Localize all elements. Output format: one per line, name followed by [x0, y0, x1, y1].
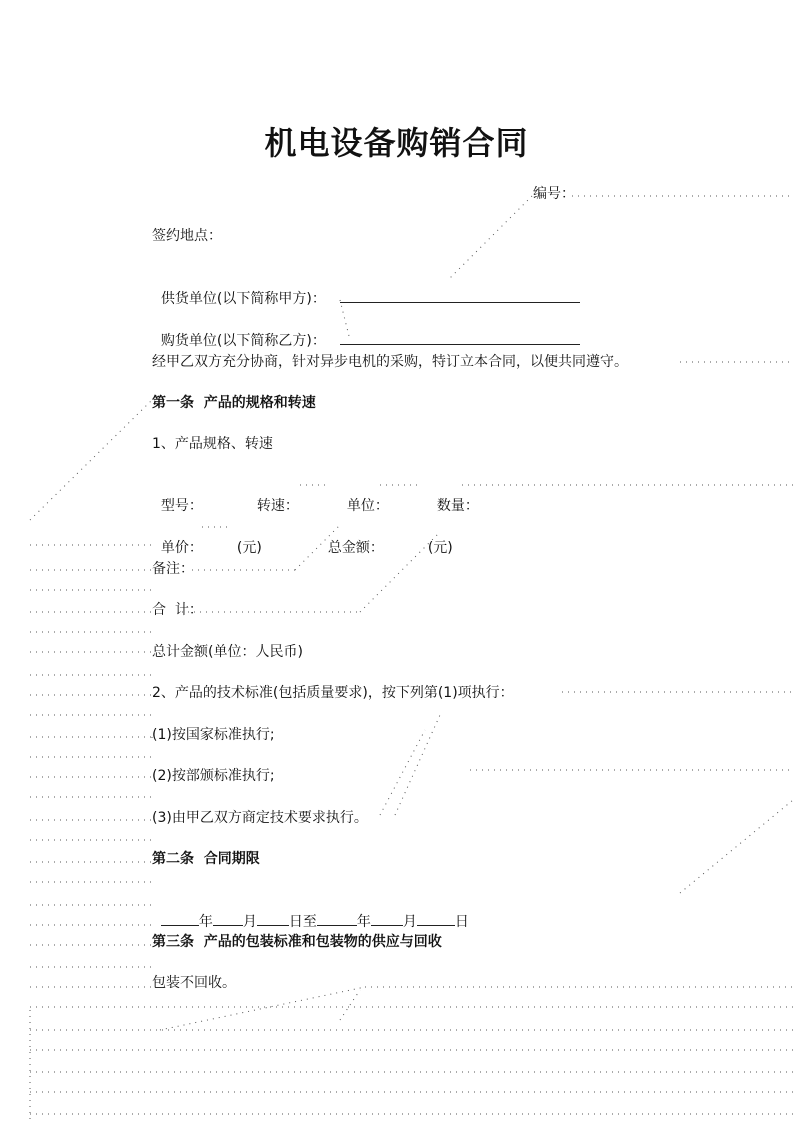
unit-price-label: 单价：	[160, 540, 203, 556]
end-year-blank	[317, 911, 357, 926]
contract-number-label: 编号：	[533, 186, 575, 202]
end-day-label: 日	[454, 914, 469, 930]
contract-period-row	[152, 891, 469, 932]
end-month-blank	[371, 911, 403, 926]
sum-label: 合 计：	[152, 602, 203, 618]
spec-row	[152, 476, 479, 516]
packaging-text: 包装不回收。	[152, 975, 236, 991]
item2-text: 2、产品的技术标准(包括质量要求)，按下列第(1)项执行：	[152, 685, 514, 701]
remark-label: 备注：	[152, 561, 194, 577]
start-year-blank	[161, 911, 199, 926]
buyer-line	[152, 310, 580, 351]
standard-option-2: (2)按部颁标准执行;	[152, 768, 275, 784]
contract-title: 机电设备购销合同	[264, 124, 529, 162]
intro-paragraph: 经甲乙双方充分协商，针对异步电机的采购，特订立本合同，以便共同遵守。	[152, 354, 628, 370]
supplier-blank	[340, 288, 580, 303]
total-amount-label: 总金额：	[327, 540, 384, 556]
model-label: 型号：	[160, 498, 203, 514]
total-amount-yuan: (元)	[427, 540, 453, 556]
standard-option-1: (1)按国家标准执行;	[152, 727, 275, 743]
buyer-label: 购货单位(以下简称乙方)：	[160, 333, 326, 349]
total-rmb-label: 总计金额(单位：人民币)	[152, 644, 303, 660]
article3-heading: 第三条 产品的包装标准和包装物的供应与回收	[152, 934, 442, 950]
sign-place-label: 签约地点：	[152, 228, 222, 244]
start-day-blank	[257, 911, 289, 926]
supplier-line	[152, 268, 580, 309]
supplier-label: 供货单位(以下简称甲方)：	[160, 291, 326, 307]
start-month-blank	[213, 911, 243, 926]
start-year-label: 年	[198, 914, 213, 930]
article1-heading: 第一条 产品的规格和转速	[152, 395, 316, 411]
unit-label: 单位：	[346, 498, 389, 514]
standard-option-3: (3)由甲乙双方商定技术要求执行。	[152, 810, 368, 826]
article2-heading: 第二条 合同期限	[152, 851, 260, 867]
start-day-to-label: 日至	[288, 914, 317, 930]
buyer-blank	[340, 330, 580, 345]
speed-label: 转速：	[256, 498, 299, 514]
end-month-label: 月	[402, 914, 417, 930]
end-year-label: 年	[356, 914, 371, 930]
item1-text: 1、产品规格、转速	[152, 436, 273, 452]
price-row	[152, 518, 453, 558]
start-month-label: 月	[242, 914, 257, 930]
unit-price-yuan: (元)	[236, 540, 262, 556]
quantity-label: 数量：	[436, 498, 479, 514]
end-day-blank	[417, 911, 455, 926]
